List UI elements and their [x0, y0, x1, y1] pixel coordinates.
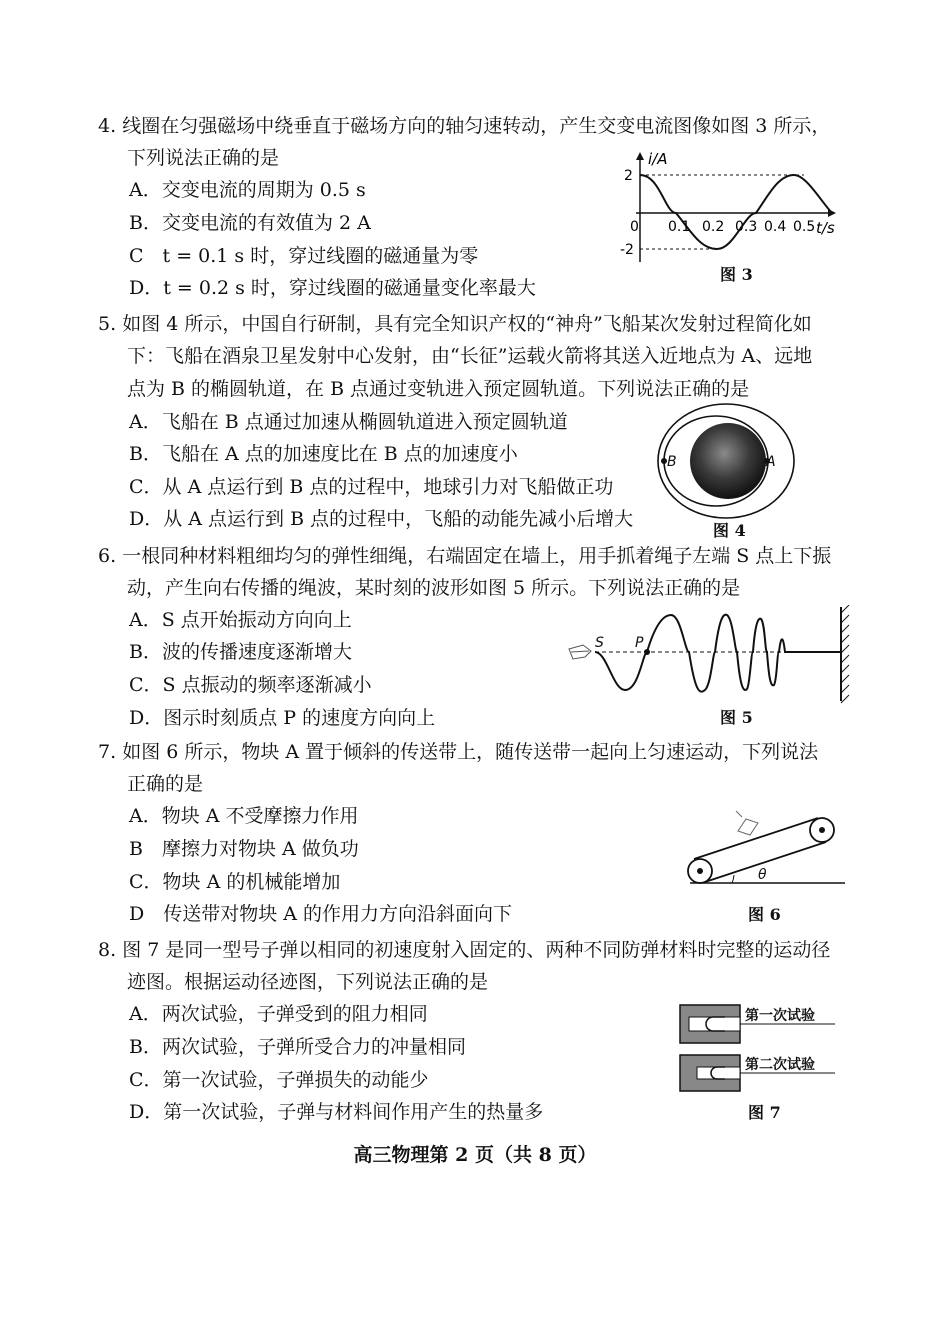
q7-option-a: A．物块 A 不受摩擦力作用 [129, 805, 359, 827]
q4-number: 4. [98, 115, 117, 137]
x-tick-0: 0 [630, 219, 639, 235]
q6-number: 6. [98, 545, 117, 567]
q6-stem-text-1: 一根同种材料粗细均匀的弹性细绳，右端固定在墙上，用手抓着绳子左端 S 点上下振 [122, 545, 832, 567]
figure-5-caption: 图 5 [720, 708, 753, 727]
q8-stem-line2: 迹图。根据运动径迹图，下列说法正确的是 [127, 971, 489, 993]
q5-stem-line2: 下：飞船在酒泉卫星发射中心发射，由“长征”运载火箭将其送入近地点为 A、远地 [127, 345, 813, 367]
q8-option-d: D．第一次试验，子弹与材料间作用产生的热量多 [129, 1101, 544, 1123]
wall-block-2 [680, 1055, 740, 1091]
x-tick-0.5: 0.5 [793, 219, 816, 235]
q7-option-d: D 传送带对物块 A 的作用力方向沿斜面向下 [129, 903, 513, 925]
angle-label: θ [758, 867, 767, 883]
earth [690, 423, 766, 499]
q6-option-b: B．波的传播速度逐渐增大 [129, 641, 352, 663]
block-a [736, 811, 758, 835]
q5-stem-text-1: 如图 4 所示，中国自行研制，具有完全知识产权的“神舟”飞船某次发射过程简化如 [122, 313, 812, 335]
q5-stem-line3: 点为 B 的椭圆轨道，在 B 点通过变轨进入预定圆轨道。下列说法正确的是 [127, 378, 750, 400]
trial1-label: 第一次试验 [745, 1008, 815, 1024]
y-tick-neg2: -2 [620, 242, 634, 258]
q4-option-c: C t = 0.1 s 时，穿过线圈的磁通量为零 [129, 245, 479, 267]
q7-option-b: B 摩擦力对物块 A 做负功 [129, 838, 359, 860]
x-tick-0.1: 0.1 [668, 219, 691, 235]
q5-option-a: A．飞船在 B 点通过加速从椭圆轨道进入预定圆轨道 [129, 411, 568, 433]
y-axis-arrow [636, 152, 644, 160]
q4-option-d: D．t = 0.2 s 时，穿过线圈的磁通量变化率最大 [129, 277, 536, 299]
rope-wave [595, 615, 840, 692]
figure-6-caption: 图 6 [748, 905, 781, 924]
y-tick-2: 2 [624, 168, 633, 184]
q8-number: 8. [98, 939, 117, 961]
q7-stem-line1 [98, 740, 818, 764]
y-axis-label: i/A [648, 150, 668, 168]
angle-arc [732, 875, 734, 883]
upper-roller-axle [819, 827, 825, 833]
q7-number: 7. [98, 741, 117, 763]
q8-stem-text-1: 图 7 是同一型号子弹以相同的初速度射入固定的、两种不同防弹材料时完整的运动径 [122, 939, 831, 961]
current-curve [640, 175, 832, 249]
figure-7-caption: 图 7 [748, 1103, 781, 1122]
hand-icon [569, 645, 591, 659]
point-p-dot [644, 649, 650, 655]
q8-option-b: B．两次试验，子弹所受合力的冲量相同 [129, 1036, 466, 1058]
q6-option-d: D．图示时刻质点 P 的速度方向向上 [129, 707, 436, 729]
q4-stem-line1 [98, 114, 830, 138]
q7-option-c: C．物块 A 的机械能增加 [129, 871, 341, 893]
q5-stem-line1 [98, 312, 812, 336]
q6-stem-line1 [98, 544, 831, 568]
point-b-label: B [667, 454, 677, 470]
q5-option-b: B．飞船在 A 点的加速度比在 B 点的加速度小 [129, 443, 518, 465]
trial2-label: 第二次试验 [745, 1057, 815, 1073]
figure-5-wave [565, 605, 855, 705]
q6-stem-line2: 动，产生向右传播的绳波，某时刻的波形如图 5 所示。下列说法正确的是 [127, 577, 741, 599]
q8-option-c: C．第一次试验，子弹损失的动能少 [129, 1069, 429, 1091]
x-tick-0.4: 0.4 [764, 219, 787, 235]
x-tick-0.3: 0.3 [735, 219, 758, 235]
figure-3-graph [610, 150, 850, 270]
q5-option-d: D．从 A 点运行到 B 点的过程中，飞船的动能先减小后增大 [129, 508, 634, 530]
wall-hatching [841, 605, 849, 703]
x-axis-label: t/s [816, 219, 835, 237]
figure-6-conveyor [680, 805, 850, 895]
q8-option-a: A．两次试验，子弹受到的阻力相同 [129, 1003, 428, 1025]
page-footer: 高三物理第 2 页（共 8 页） [353, 1144, 597, 1166]
q6-option-a: A．S 点开始振动方向向上 [129, 609, 352, 631]
q7-stem-text-1: 如图 6 所示，物块 A 置于倾斜的传送带上，随传送带一起向上匀速运动，下列说法 [122, 741, 819, 763]
q4-stem-line2: 下列说法正确的是 [127, 147, 280, 169]
x-tick-0.2: 0.2 [702, 219, 725, 235]
q4-option-b: B．交变电流的有效值为 2 A [129, 212, 371, 234]
figure-4-caption: 图 4 [713, 521, 746, 540]
q4-option-a: A．交变电流的周期为 0.5 s [129, 179, 366, 201]
q8-stem-line1 [98, 938, 830, 962]
q7-stem-line2: 正确的是 [127, 773, 204, 795]
point-s-label: S [595, 635, 604, 651]
q5-option-c: C．从 A 点运行到 B 点的过程中，地球引力对飞船做正功 [129, 476, 614, 498]
q5-number: 5. [98, 313, 117, 335]
figure-3-caption: 图 3 [720, 265, 753, 284]
point-p-label: P [635, 635, 644, 651]
q6-option-c: C．S 点振动的频率逐渐减小 [129, 674, 372, 696]
point-a-label: A [766, 454, 776, 470]
q4-stem-text-1: 线圈在匀强磁场中绕垂直于磁场方向的轴匀速转动，产生交变电流图像如图 3 所示， [122, 115, 831, 137]
wall-block-1 [680, 1005, 740, 1043]
figure-7-bullet-trials [675, 1000, 845, 1095]
lower-roller-axle [697, 868, 703, 874]
figure-4-orbits [650, 400, 800, 525]
